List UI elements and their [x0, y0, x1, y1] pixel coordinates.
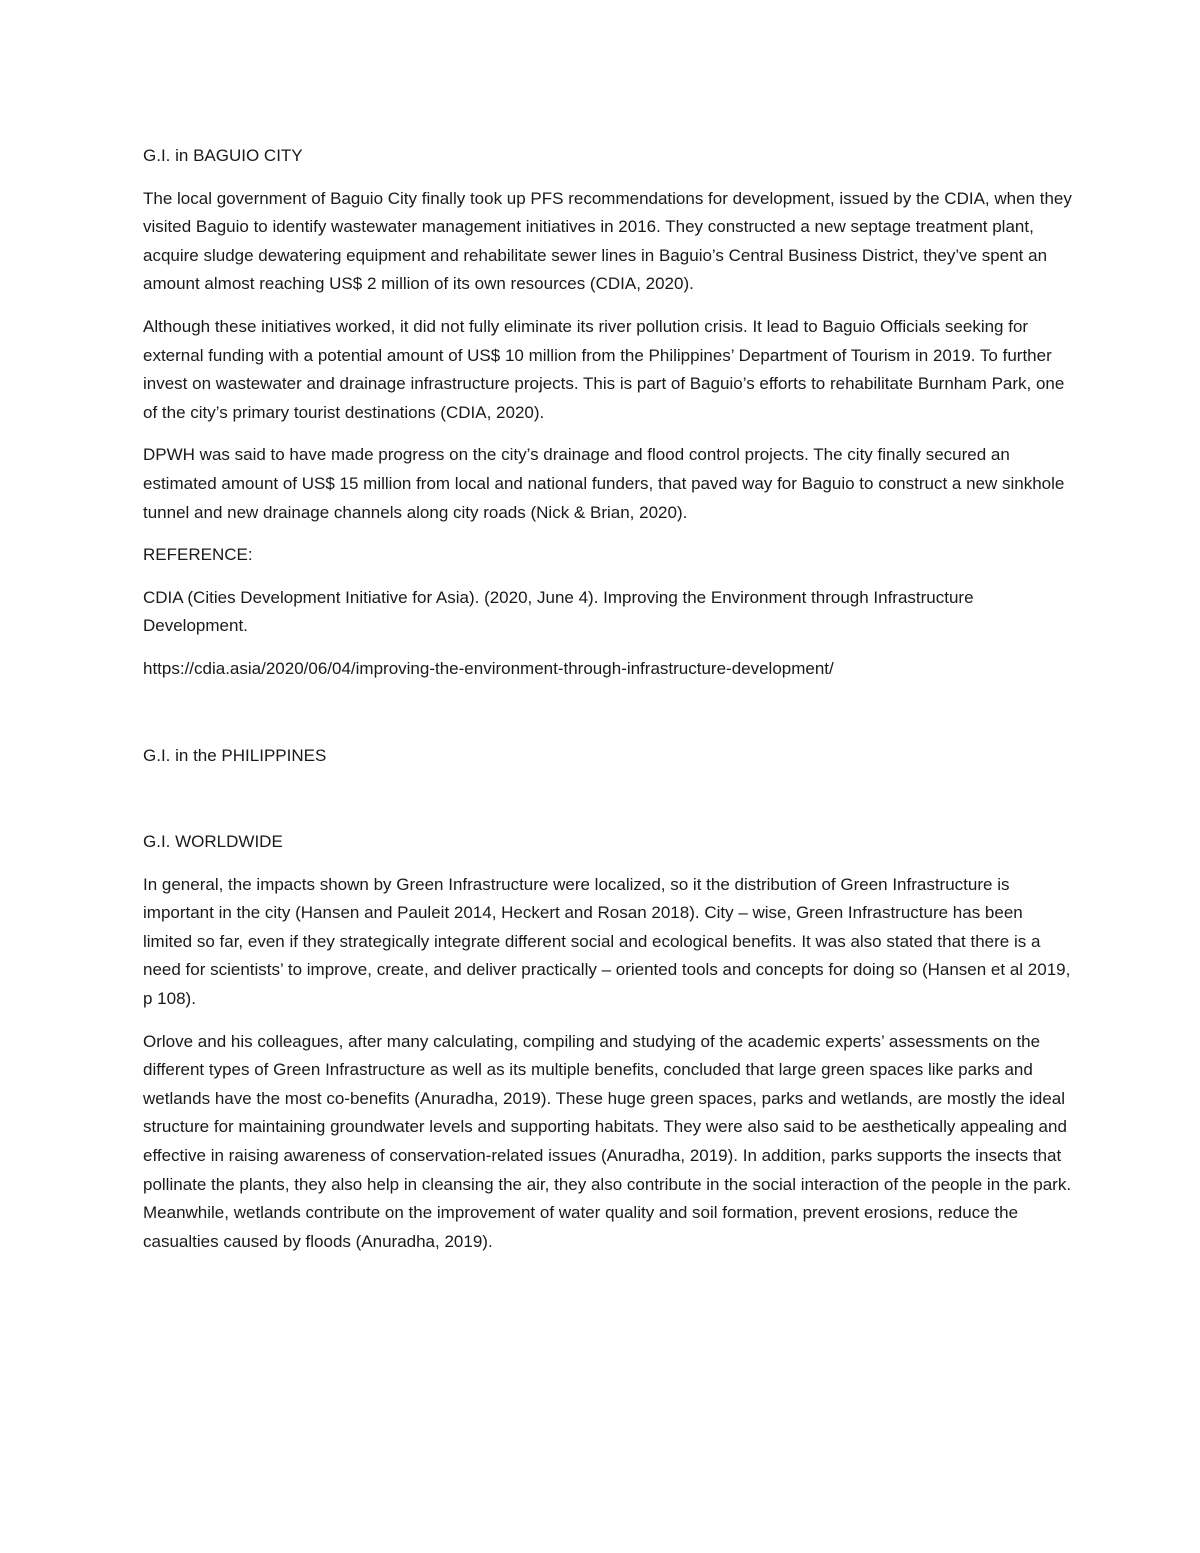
reference-url: https://cdia.asia/2020/06/04/improving-the-environment-through-infrastructure-development/ [143, 658, 834, 678]
document-page [143, 142, 1073, 1270]
paragraph-worldwide-2: Orlove and his colleagues, after many calculating, compiling and studying of the academic experts’ assessments on the different types of Green Infrastructure as well as its multiple benefits, concluded that large green spaces like parks and wetlands have the most co-benefits (Anuradha, 2019). These huge green spaces, parks and wetlands, are mostly the ideal structure for maintaining groundwater levels and supporting habitats. They were also said to be aesthetically appealing and effective in raising awareness of conservation-related issues (Anuradha, 2019). In addition, parks supports the insects that pollinate the plants, they also help in cleansing the air, they also contribute in the social interaction of the people in the park. Meanwhile, wetlands contribute on the improvement of water quality and soil formation, prevent erosions, reduce the casualties caused by floods (Anuradha, 2019). [143, 1031, 1072, 1251]
reference-citation: CDIA (Cities Development Initiative for Asia). (2020, June 4). Improving the Environment through Infrastructure Development. [143, 587, 974, 636]
paragraph-worldwide-1: In general, the impacts shown by Green Infrastructure were localized, so it the distribution of Green Infrastructure is important in the city (Hansen and Pauleit 2014, Heckert and Rosan 2018). City – wise, Green Infrastructure has been limited so far, even if they strategically integrate different social and ecological benefits. It was also stated that there is a need for scientists’ to improve, create, and deliver practically – oriented tools and concepts for doing so (Hansen et al 2019, p 108). [143, 874, 1071, 1009]
paragraph-baguio-1: The local government of Baguio City finally took up PFS recommendations for development, issued by the CDIA, when they visited Baguio to identify wastewater management initiatives in 2016. They constructed a new septage treatment plant, acquire sludge dewatering equipment and rehabilitate sewer lines in Baguio’s Central Business District, they’ve spent an amount almost reaching US$ 2 million of its own resources (CDIA, 2020). [143, 188, 1072, 294]
reference-heading: REFERENCE: [143, 545, 253, 565]
paragraph-baguio-2: Although these initiatives worked, it did not fully eliminate its river pollution crisis. It lead to Baguio Officials seeking for external funding with a potential amount of US$ 10 million from the Philippines’ Department of Tourism in 2019. To further invest on wastewater and drainage infrastructure projects. This is part of Baguio’s efforts to rehabilitate Burnham Park, one of the city’s primary tourist destinations (CDIA, 2020). [143, 316, 1065, 422]
section-heading-worldwide: G.I. WORLDWIDE [143, 832, 283, 852]
section-heading-philippines: G.I. in the PHILIPPINES [143, 745, 327, 765]
section-heading-baguio: G.I. in BAGUIO CITY [143, 146, 303, 165]
paragraph-baguio-3: DPWH was said to have made progress on the city’s drainage and flood control projects. The city finally secured an estimated amount of US$ 15 million from local and national funders, that paved way for Baguio to construct a new sinkhole tunnel and new drainage channels along city roads (Nick & Brian, 2020). [143, 445, 1065, 522]
